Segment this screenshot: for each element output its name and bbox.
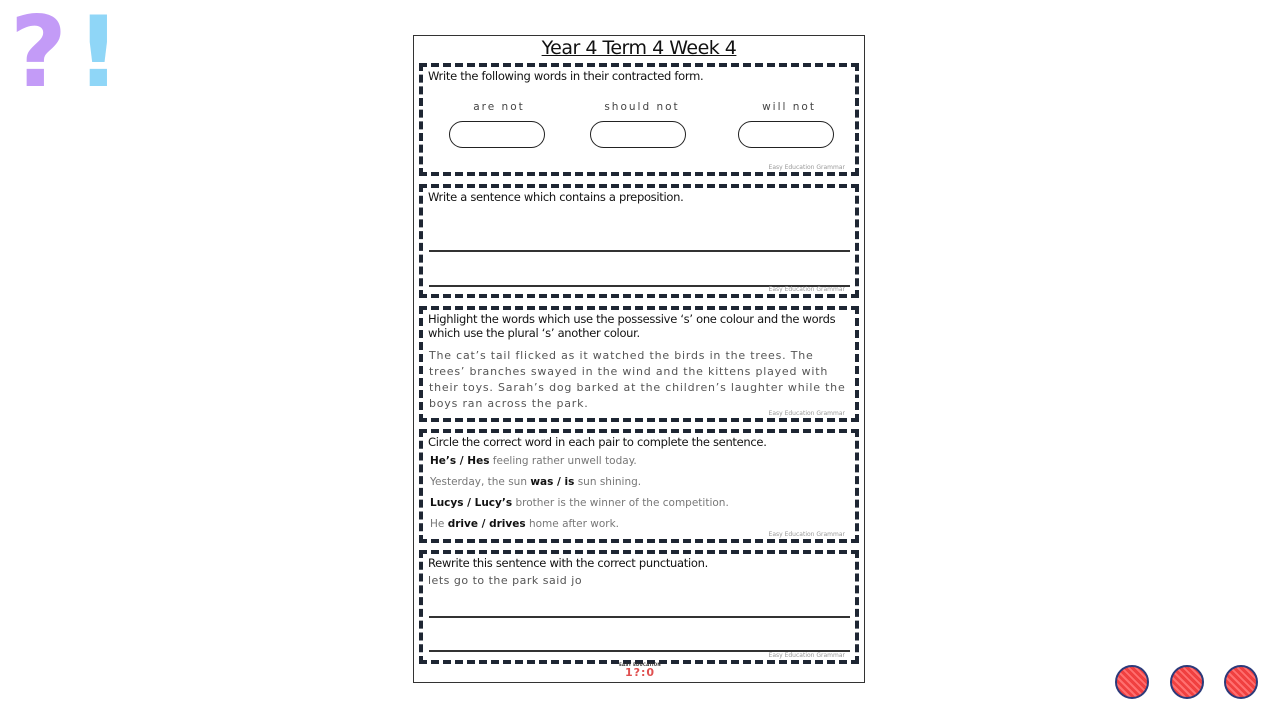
watermark: Easy Education Grammar — [768, 531, 845, 538]
worksheet — [413, 35, 865, 683]
worksheet-title: Year 4 Term 4 Week 4 — [541, 37, 737, 59]
question-prompt: Highlight the words which use the possessive ‘s’ one colour and the words which use the plural ‘s’ another colour. — [428, 312, 836, 340]
question-box-punctuation — [419, 550, 859, 664]
question-prompt: Rewrite this sentence with the correct punctuation. — [428, 556, 708, 570]
word-choice[interactable]: drive / drives — [447, 518, 526, 530]
answer-line-1[interactable] — [429, 250, 850, 252]
answer-box-3[interactable] — [738, 121, 834, 148]
question-mark-decoration: ? — [10, 0, 67, 110]
word-choice[interactable]: was / is — [530, 476, 575, 488]
watermark: Easy Education Grammar — [768, 652, 845, 659]
word-choice[interactable]: He’s / Hes — [430, 455, 490, 467]
watermark: Easy Education Grammar — [768, 164, 845, 171]
nav-dot-3[interactable] — [1224, 665, 1258, 699]
nav-dot-1[interactable] — [1115, 665, 1149, 699]
passage-text[interactable]: The cat’s tail flicked as it watched the birds in the trees. The trees’ branches swayed in the wind and the kittens played with their toys. Sarah’s dog barked at the children’s laughter while the boys ran across the park. — [429, 349, 846, 410]
word-1: are not — [473, 101, 525, 113]
pair-sentence-2: Yesterday, the sun was / is sun shining. — [430, 476, 642, 488]
answer-line-1[interactable] — [429, 616, 850, 618]
question-box-contractions — [419, 63, 859, 176]
word-3: will not — [762, 101, 816, 113]
answer-box-2[interactable] — [590, 121, 686, 148]
pair-sentence-4: He drive / drives home after work. — [430, 518, 619, 530]
question-prompt: Write the following words in their contracted form. — [428, 69, 704, 83]
nav-dot-2[interactable] — [1170, 665, 1204, 699]
question-box-preposition — [419, 184, 859, 298]
pair-sentence-1: He’s / Hes feeling rather unwell today. — [430, 455, 637, 467]
question-box-possessive — [419, 306, 859, 422]
exclamation-decoration: ! — [76, 0, 121, 110]
word-2: should not — [604, 101, 680, 113]
sentence-to-rewrite: lets go to the park said jo — [428, 574, 583, 587]
word-choice[interactable]: Lucys / Lucy’s — [430, 497, 513, 509]
easy-education-logo: EASY EDUCATION 1?:0 — [619, 662, 661, 679]
question-box-circle-word — [419, 429, 859, 543]
pair-sentence-3: Lucys / Lucy’s brother is the winner of the competition. — [430, 497, 729, 509]
answer-box-1[interactable] — [449, 121, 545, 148]
watermark: Easy Education Grammar — [768, 410, 845, 417]
question-prompt: Circle the correct word in each pair to complete the sentence. — [428, 435, 767, 449]
watermark: Easy Education Grammar — [768, 286, 845, 293]
question-prompt: Write a sentence which contains a preposition. — [428, 190, 684, 204]
